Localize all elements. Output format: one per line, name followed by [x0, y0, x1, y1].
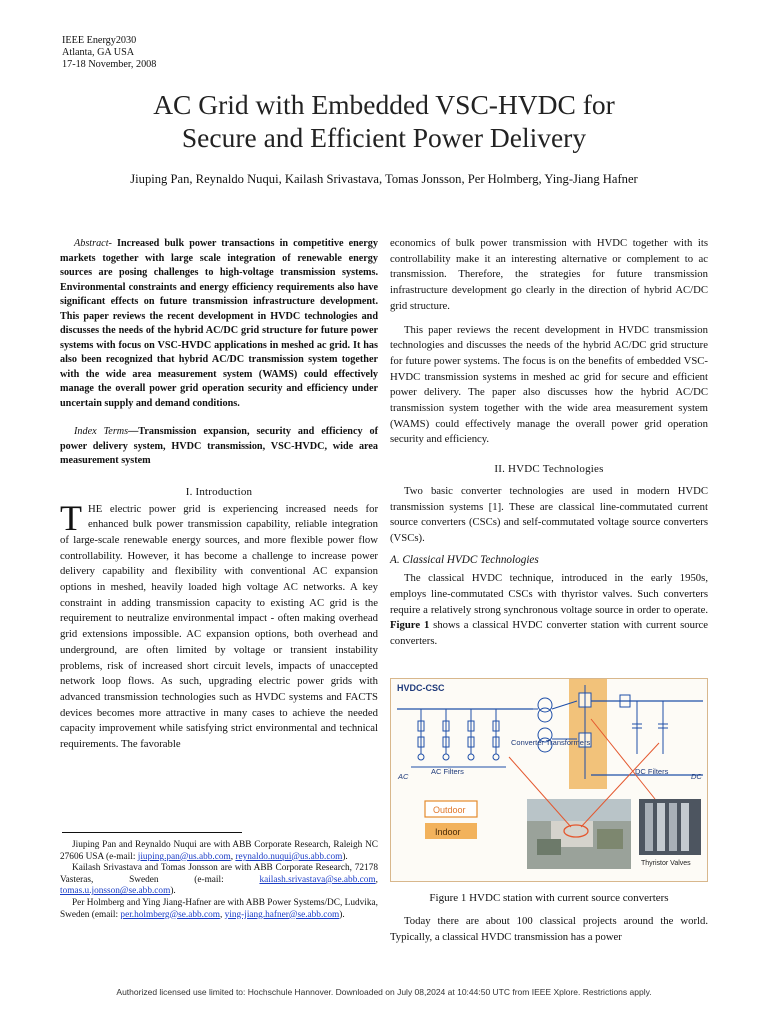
introduction-body — [60, 497, 378, 753]
conference-location: Atlanta, GA USA — [62, 47, 135, 58]
email-link[interactable]: kailash.srivastava@se.abb.com — [259, 874, 376, 885]
conference-info — [62, 35, 156, 71]
right-column — [390, 236, 708, 650]
index-terms-text: —Transmission expansion, security and efficiency of power delivery system, HVDC transmission, VSC-HVDC, wide area measurement system — [60, 426, 378, 466]
email-link[interactable]: per.holmberg@se.abb.com — [120, 909, 220, 920]
introduction-text: HE electric power grid is experiencing increased needs for enhanced bulk power transmission capability, reliable integration of large-scale renewable energy sources, and more flexible power flow controllability. However, it has become a challenge to increase power delivery capability and flexibility with conventional AC expansion options in meshed, heavily loaded high voltage AC networks. A key constraint in adding transmission capacity to existing AC grid is the requirement to neutralize environmental impact - often making overhead grid extensions impossible. AC expansion options, both overhead and underground, are often limited by voltage or transient instability problems, risk of increased short circuit levels, impacts of unaccepted network loop flows. As such, upgrading electric power grids with advanced transmission technologies such as HVDC systems and FACTS devices becomes more attractive in many cases to achieve the needed capacity improvement while satisfying strict environmental and technical requirements. The favorable — [60, 502, 378, 751]
email-link[interactable]: ying-jiang.hafner@se.abb.com — [224, 909, 340, 920]
legend-indoor-label: Indoor — [435, 827, 461, 837]
section-heading-hvdc: II. HVDC Technologies — [494, 463, 604, 476]
figure-caption: Figure 1 HVDC station with current source converters — [429, 892, 669, 904]
footnote-3: Per Holmberg and Ying Jiang-Hafner are with ABB Power Systems/DC, Ludvika, Sweden (email: per.holmberg@se.abb.com, ying-jiang.hafner@se.abb.com). — [60, 897, 378, 920]
abstract — [60, 237, 378, 411]
label-dc-filters: DC Filters — [635, 767, 669, 776]
label-dc: DC — [691, 772, 702, 781]
author-list: Jiuping Pan, Reynaldo Nuqui, Kailash Srivastava, Tomas Jonsson, Per Holmberg, Ying-Jiang Hafner — [130, 172, 638, 186]
label-converter-transformers: Converter Transformers — [511, 738, 591, 747]
email-link[interactable]: tomas.u.jonsson@se.abb.com — [60, 886, 171, 897]
email-link[interactable]: jiuping.pan@us.abb.com — [137, 851, 231, 862]
conference-date: 17-18 November, 2008 — [62, 59, 157, 70]
label-ac: AC — [398, 772, 409, 781]
station-aerial-photo — [527, 799, 631, 869]
left-column — [60, 237, 378, 753]
conference-name: IEEE Energy2030 — [62, 35, 137, 46]
section2-text: Two basic converter technologies are used in modern HVDC transmission systems [1]. These are classical line-commutated current source converters (CSCs) and self-commutated voltage source converters (VSCs). — [390, 484, 708, 544]
hvdc-station-diagram — [391, 679, 707, 881]
abstract-label: Abstract- — [74, 238, 112, 249]
label-ac-filters: AC Filters — [431, 767, 464, 776]
footnote-2: Kailash Srivastava and Tomas Jonsson are with ABB Corporate Research, 72178 Vasteras, Sweden (e-mail: kailash.srivastava@se.abb.com, tomas.u.jonsson@se.abb.com). — [60, 863, 378, 897]
label-thyristor-valves: Thyristor Valves — [641, 860, 691, 867]
figure-reference: Figure 1 — [390, 619, 430, 632]
email-link[interactable]: reynaldo.nuqui@us.abb.com — [235, 851, 343, 862]
abstract-text: Increased bulk power transactions in competitive energy markets together with large scale integration of renewable energy sources are posing challenges to high-voltage transmission systems. Environmental constraints and energy efficiency requirements also have significant effects on future transmission infrastructure development. This paper reviews the recent development in HVDC technologies and discusses the needs of the hybrid AC/DC grid structure for future power systems with focus on VSC-HVDC applications in meshed ac grid. It has also been recognized that hybrid AC/DC transmission system together with the wide area measurement system (WAMS) could effectively manage the overall power grid operation security and efficiency under uncertain supply and demand conditions. — [60, 238, 378, 409]
subsection-a-text: The classical HVDC technique, introduced in the early 1950s, employs line-commutated CSCs with thyristor valves. Such converters require a relatively strong synchronous voltage source in order to operate. Figure 1 shows a classical HVDC converter station with current source converters. — [390, 572, 708, 648]
section-heading-introduction: I. Introduction — [185, 485, 253, 498]
figure-1 — [390, 678, 708, 882]
legend-outdoor-label: Outdoor — [433, 805, 466, 815]
index-terms-label: Index Terms — [74, 426, 129, 437]
after-figure-text: Today there are about 100 classical projects around the world. Typically, a classical HVDC transmission has a power — [390, 915, 708, 943]
title-line-1: AC Grid with Embedded VSC-HVDC for — [153, 89, 615, 120]
paper-title — [0, 88, 768, 154]
drop-cap: T — [60, 497, 82, 538]
after-figure-paragraph — [390, 914, 708, 945]
footnote-1: Jiuping Pan and Reynaldo Nuqui are with ABB Corporate Research, Raleigh NC 27606 USA (e-mail: jiuping.pan@us.abb.com, reynaldo.nuqui@us.abb.com). — [60, 840, 378, 862]
diagram-title: HVDC-CSC — [397, 683, 445, 693]
title-line-2: Secure and Efficient Power Delivery — [181, 122, 587, 153]
license-footer: Authorized licensed use limited to: Hochschule Hannover. Downloaded on July 08,2024 at 10:44:50 UTC from IEEE Xplore. Restrictions apply. — [116, 987, 652, 997]
intro-continuation: economics of bulk power transmission with HVDC together with its controllability make it an interesting alternative or complement to ac transmission. Therefore, the strategies for future transmission infrastructure development go clearly in the direction of hybrid AC/DC grid structure. — [390, 237, 708, 312]
index-terms — [60, 425, 378, 469]
thyristor-valves-photo — [639, 799, 701, 855]
footnote-rule — [62, 832, 242, 833]
footnotes — [60, 840, 378, 921]
subsection-heading-classical: A. Classical HVDC Technologies — [390, 553, 539, 566]
intro-paragraph-2: This paper reviews the recent development in HVDC transmission technologies and discusses the needs of the hybrid AC/DC grid structure for future power systems. The focus is on the benefits of embedded VSC-HVDC transmission systems in meshed ac grid for secure and efficient power delivery. The paper also discusses how the hybrid AC/DC transmission system together with the wide area measurement system (WAMS) could effectively manage the overall power grid operation security and efficiency. — [390, 323, 708, 446]
